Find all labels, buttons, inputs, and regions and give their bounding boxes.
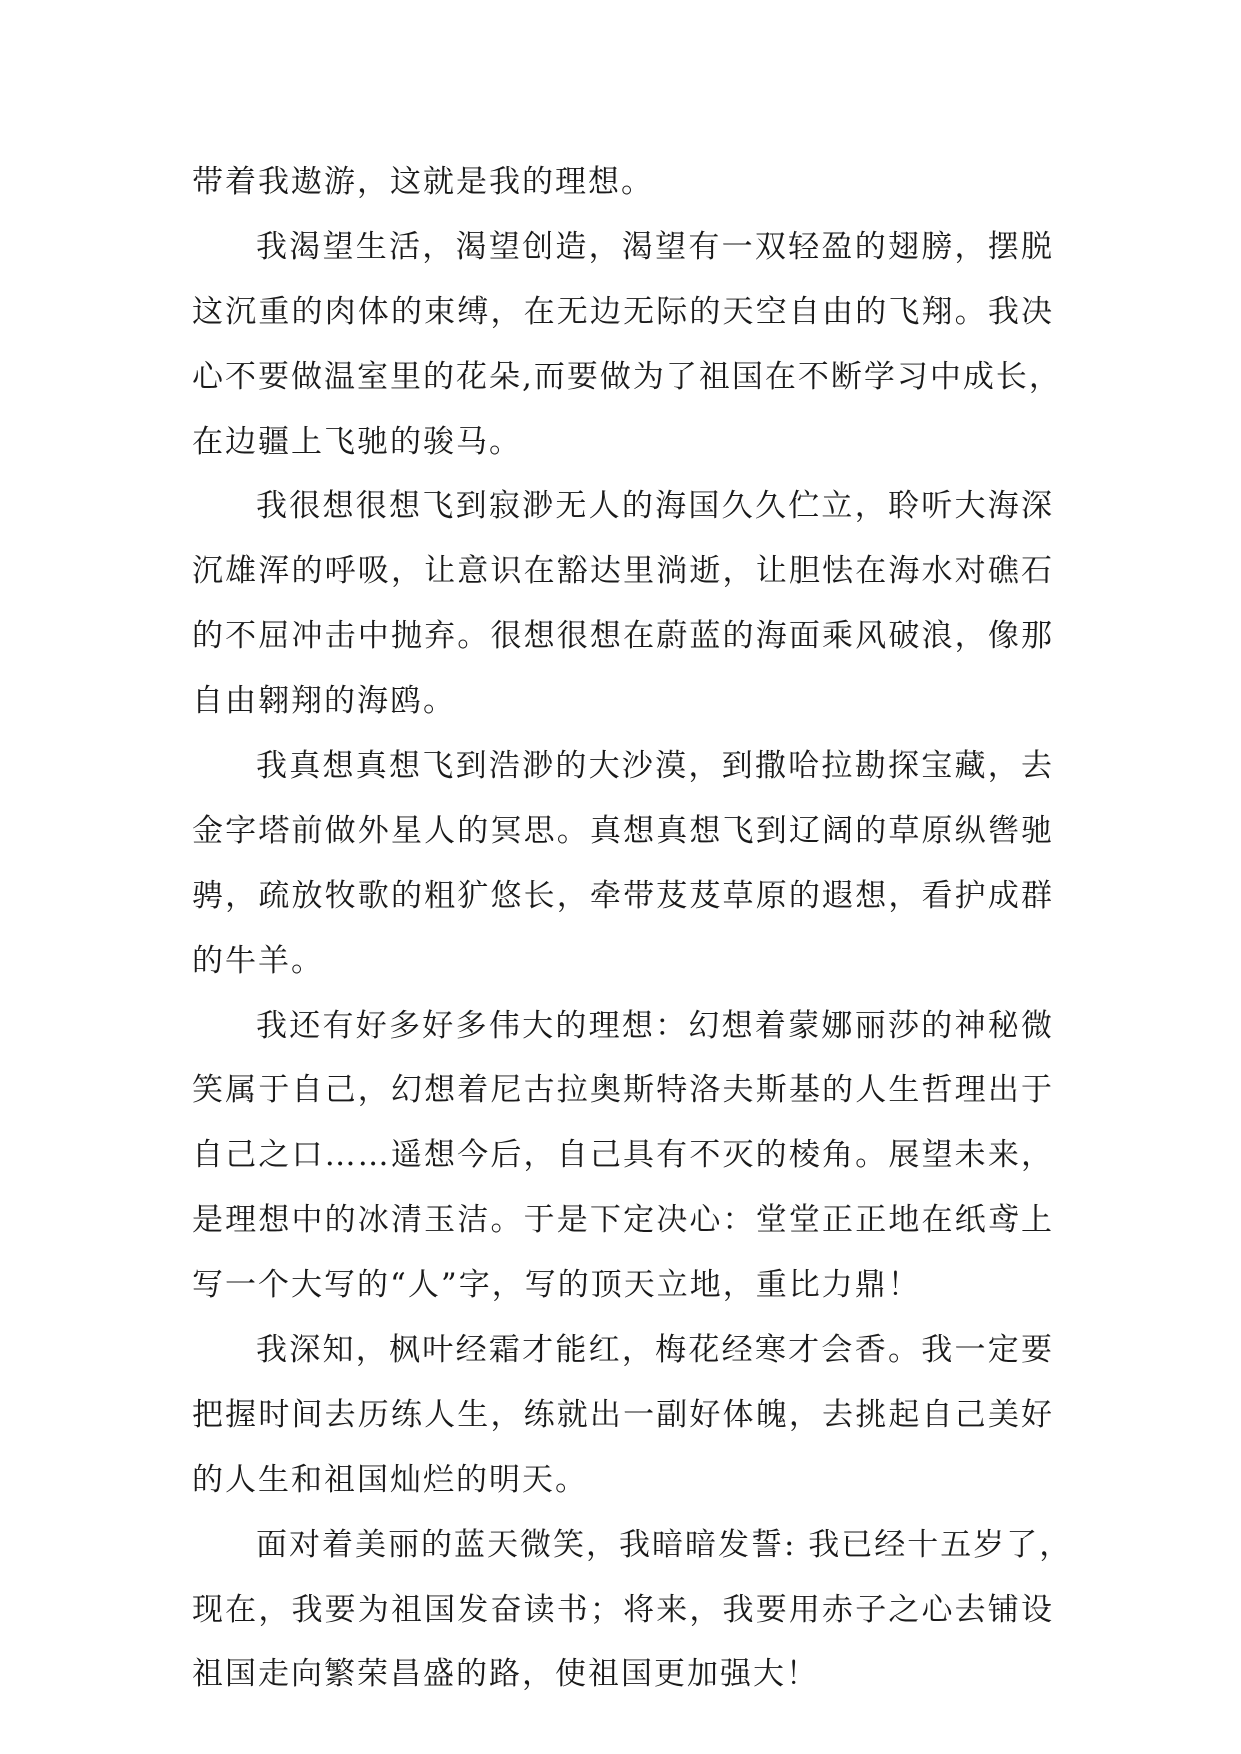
text-line: 我渴望生活，渴望创造，渴望有一双轻盈的翅膀，摆脱 <box>256 228 1054 265</box>
text-line: 祖国走向繁荣昌盛的路，使祖国更加强大！ <box>192 1656 819 1693</box>
text-line: 沉雄浑的呼吸，让意识在豁达里淌逝，让胆怯在海水对礁石 <box>192 553 1054 590</box>
text-line: 面对着美丽的蓝天微笑，我暗暗发誓: 我已经十五岁了， <box>256 1526 1073 1563</box>
text-line: 在边疆上飞驰的骏马。 <box>192 423 522 460</box>
text-line: 我真想真想飞到浩渺的大沙漠，到撒哈拉勘探宝藏，去 <box>256 748 1054 785</box>
text-line: 的牛羊。 <box>192 942 324 979</box>
paragraph <box>192 1318 1054 1513</box>
paragraph <box>192 994 1054 1318</box>
text-line: 心不要做温室里的花朵,而要做为了祖国在不断学习中成长， <box>192 358 1062 395</box>
text-line: 金字塔前做外星人的冥思。真想真想飞到辽阔的草原纵辔驰 <box>192 812 1054 849</box>
paragraph <box>192 1513 1073 1708</box>
essay-body <box>192 150 1073 1707</box>
text-line: 现在，我要为祖国发奋读书；将来，我要用赤子之心去铺设 <box>192 1591 1054 1628</box>
paragraph <box>192 474 1054 734</box>
text-line: 是理想中的冰清玉洁。于是下定决心：堂堂正正地在纸鸢上 <box>192 1202 1054 1239</box>
text-line: 把握时间去历练人生，练就出一副好体魄，去挑起自己美好 <box>192 1396 1054 1433</box>
text-line: 自由翱翔的海鸥。 <box>192 683 456 720</box>
paragraph <box>192 215 1062 475</box>
text-line: 带着我遨游，这就是我的理想。 <box>192 164 654 200</box>
text-line: 的人生和祖国灿烂的明天。 <box>192 1461 588 1498</box>
text-line: 骋，疏放牧歌的粗犷悠长，牵带芨芨草原的遐想，看护成群 <box>192 877 1054 914</box>
paragraph <box>192 150 1054 215</box>
text-line: 写一个大写的“人”字，写的顶天立地，重比力鼎！ <box>192 1267 921 1304</box>
text-line: 笑属于自己，幻想着尼古拉奥斯特洛夫斯基的人生哲理出于 <box>192 1072 1054 1109</box>
text-line: 我深知，枫叶经霜才能红，梅花经寒才会香。我一定要 <box>256 1332 1054 1369</box>
text-line: 我还有好多好多伟大的理想：幻想着蒙娜丽莎的神秘微 <box>256 1007 1054 1044</box>
paragraph <box>192 734 1054 994</box>
text-line: 这沉重的肉体的束缚，在无边无际的天空自由的飞翔。我决 <box>192 293 1054 330</box>
text-line: 自己之口……遥想今后，自己具有不灭的棱角。展望未来， <box>192 1137 1054 1174</box>
text-line: 我很想很想飞到寂渺无人的海国久久伫立，聆听大海深 <box>256 488 1054 525</box>
text-line: 的不屈冲击中抛弃。很想很想在蔚蓝的海面乘风破浪，像那 <box>192 618 1054 655</box>
